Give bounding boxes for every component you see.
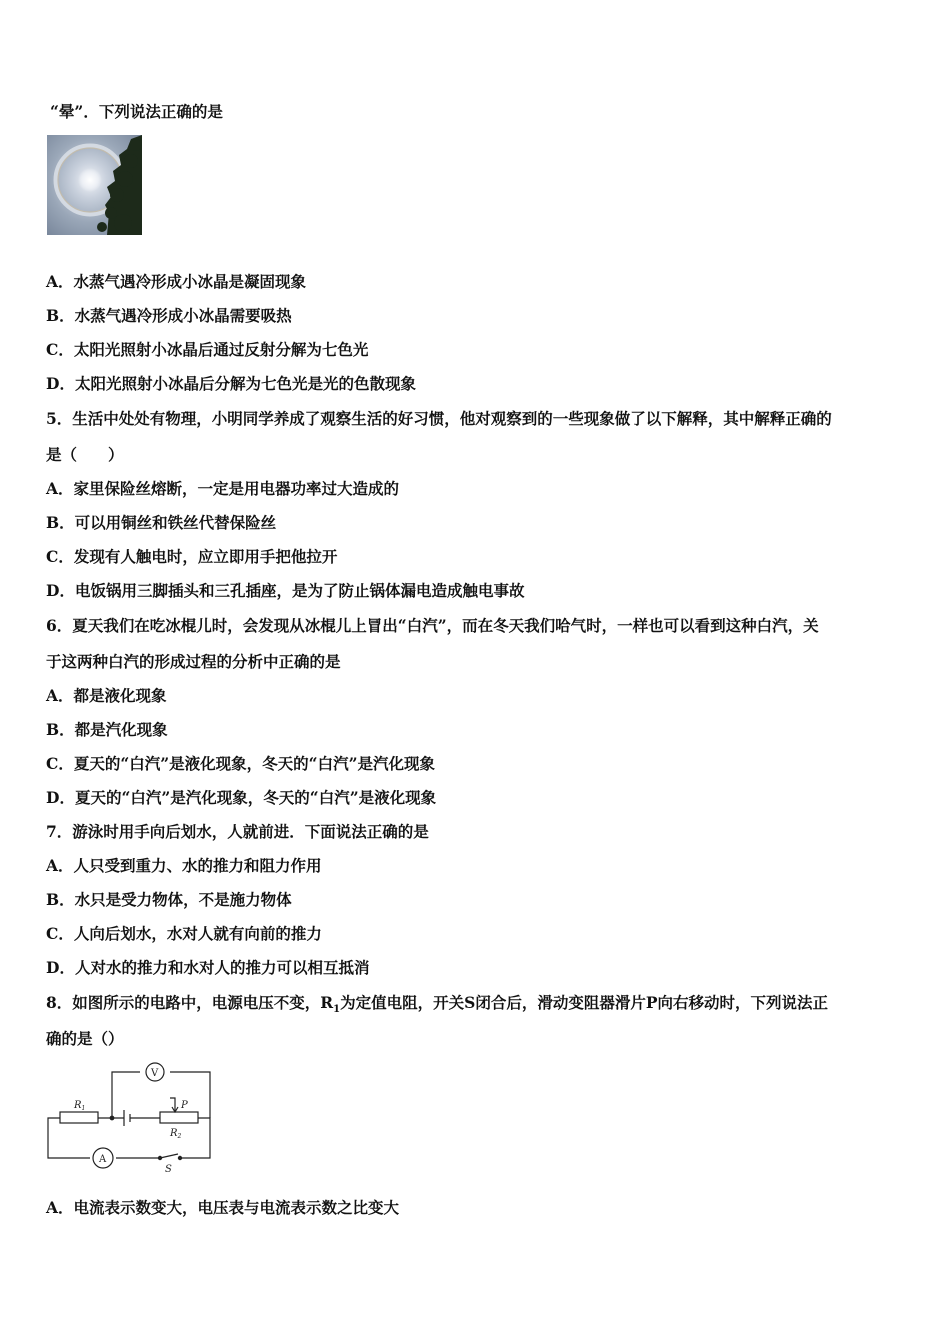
q8-stem-part1: 8．如图所示的电路中，电源电压不变，R (46, 993, 334, 1012)
junction-dot (110, 1116, 114, 1120)
wire-left-bottom (48, 1118, 90, 1158)
q7-option-d: D．人对水的推力和水对人的推力可以相互抵消 (46, 958, 370, 977)
label-a: A (99, 1154, 107, 1165)
label-s: S (165, 1164, 172, 1175)
q7-stem: 7．游泳时用手向后划水，人就前进．下面说法正确的是 (46, 822, 429, 841)
circuit-diagram (40, 1062, 220, 1177)
q6-option-d: D．夏天的“白汽”是汽化现象，冬天的“白汽”是液化现象 (46, 788, 437, 807)
q6-stem-line1: 6．夏天我们在吃冰棍儿时，会发现从冰棍儿上冒出“白汽”，而在冬天我们哈气时，一样也可以看到这种白汽，关 (46, 616, 819, 635)
resistor-r1 (60, 1112, 98, 1123)
label-v: V (151, 1068, 159, 1079)
label-p: P (181, 1100, 188, 1111)
q8-stem-line2: 确的是（） (46, 1029, 124, 1048)
q5-option-a: A．家里保险丝熔断，一定是用电器功率过大造成的 (46, 479, 400, 498)
q8-stem-line1 (46, 993, 828, 1020)
q7-option-a: A．人只受到重力、水的推力和阻力作用 (46, 856, 322, 875)
q4-option-b: B．水蒸气遇冷形成小冰晶需要吸热 (46, 306, 292, 325)
q6-option-a: A．都是液化现象 (46, 686, 167, 705)
label-r1: $R_1$ (74, 1100, 86, 1112)
slider-p-wire (170, 1098, 175, 1111)
q6-stem-line2: 于这两种白汽的形成过程的分析中正确的是 (46, 652, 341, 671)
q5-option-c: C．发现有人触电时，应立即用手把他拉开 (46, 547, 338, 566)
switch-contact-right (178, 1156, 181, 1159)
switch-lever (160, 1154, 178, 1158)
wire-right (180, 1118, 210, 1158)
label-r2: $R_2$ (170, 1128, 182, 1140)
q8-stem-sub: 1 (333, 1004, 341, 1016)
sun-halo-photo (47, 135, 142, 235)
q5-stem-line2: 是（ ） (46, 445, 124, 464)
q5-option-d: D．电饭锅用三脚插头和三孔插座，是为了防止锅体漏电造成触电事故 (46, 581, 525, 600)
q7-option-c: C．人向后划水，水对人就有向前的推力 (46, 924, 322, 943)
q6-option-c: C．夏天的“白汽”是液化现象，冬天的“白汽”是汽化现象 (46, 754, 436, 773)
q4-option-a: A．水蒸气遇冷形成小冰晶是凝固现象 (46, 272, 307, 291)
q6-option-b: B．都是汽化现象 (46, 720, 168, 739)
q4-option-c: C．太阳光照射小冰晶后通过反射分解为七色光 (46, 340, 369, 359)
q4-intro: “晕”．下列说法正确的是 (50, 102, 223, 121)
wire-top-left (112, 1072, 140, 1118)
q7-option-b: B．水只是受力物体，不是施力物体 (46, 890, 292, 909)
q5-option-b: B．可以用铜丝和铁丝代替保险丝 (46, 513, 277, 532)
rheostat-r2 (160, 1112, 198, 1123)
q8-stem-part2: 为定值电阻，开关S闭合后，滑动变阻器滑片P向右移动时，下列说法正 (340, 993, 828, 1012)
q8-option-a: A．电流表示数变大，电压表与电流表示数之比变大 (46, 1198, 400, 1217)
q4-option-d: D．太阳光照射小冰晶后分解为七色光是光的色散现象 (46, 374, 416, 393)
q5-stem-line1: 5．生活中处处有物理，小明同学养成了观察生活的好习惯，他对观察到的一些现象做了以下解释，其中解释正确的 (46, 409, 832, 428)
